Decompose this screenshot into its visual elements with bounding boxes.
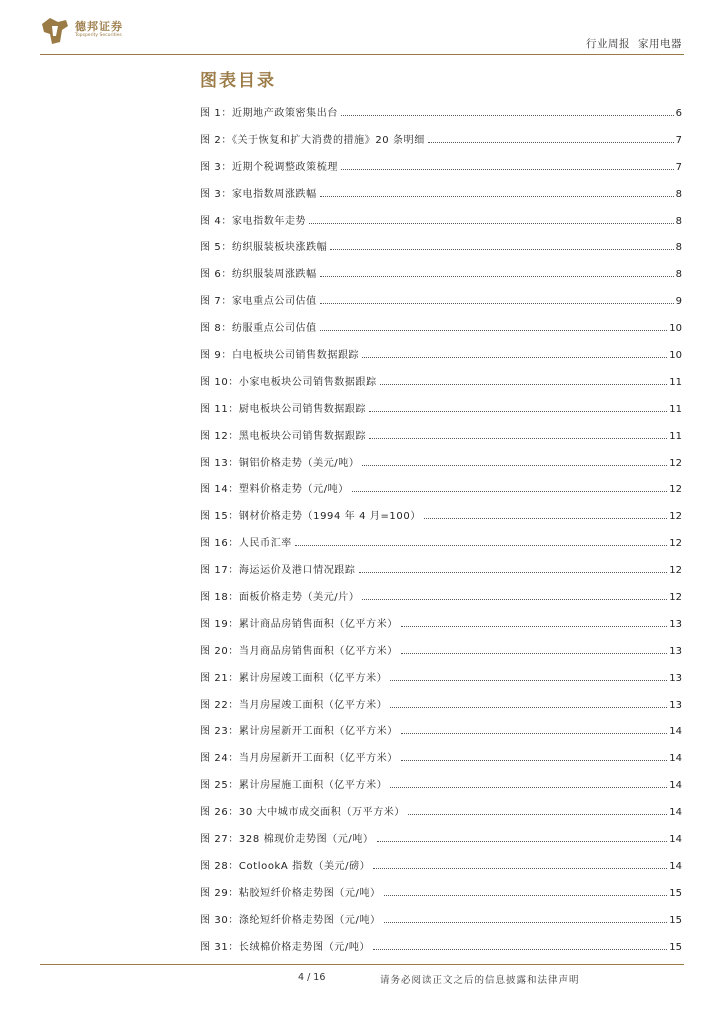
toc-item-label: 图 10：小家电板块公司销售数据跟踪 xyxy=(200,376,377,388)
toc-item[interactable] xyxy=(200,749,682,776)
header-divider xyxy=(40,54,684,55)
toc-item[interactable] xyxy=(200,776,682,803)
toc-item-leader xyxy=(362,598,667,600)
toc-item-leader xyxy=(401,759,667,761)
toc-item-page: 14 xyxy=(669,726,682,738)
toc-item-leader xyxy=(341,114,674,116)
toc-item-label: 图 31：长绒棉价格走势图（元/吨） xyxy=(200,941,371,953)
toc-item-leader xyxy=(320,195,674,197)
toc-item-label: 图 17：海运运价及港口情况跟踪 xyxy=(200,565,356,577)
toc-item-label: 图 27：328 棉现价走势图（元/吨） xyxy=(200,834,374,846)
toc-item-label: 图 16：人民币汇率 xyxy=(200,538,292,550)
toc-item-leader xyxy=(359,571,668,573)
toc-item-leader xyxy=(390,679,667,681)
toc-item-label: 图 28：CotlookA 指数（美元/磅） xyxy=(200,860,371,872)
toc-item-label: 图 22：当月房屋竣工面积（亿平方米） xyxy=(200,699,388,711)
toc-item-page: 7 xyxy=(675,161,682,173)
company-name-en: Topsperity Securities xyxy=(75,33,122,38)
toc-item-leader xyxy=(352,490,667,492)
toc-item[interactable] xyxy=(200,830,682,857)
toc-item[interactable] xyxy=(200,884,682,911)
toc-item-leader xyxy=(390,786,667,788)
toc-item-page: 7 xyxy=(675,134,682,146)
toc-item[interactable] xyxy=(200,265,682,292)
toc-item-label: 图 4：家电指数年走势 xyxy=(200,215,307,227)
toc-item-leader xyxy=(408,813,667,815)
toc-item-leader xyxy=(320,275,674,277)
report-category: 家用电器 xyxy=(638,38,682,50)
toc-item-label: 图 23：累计房屋新开工面积（亿平方米） xyxy=(200,726,398,738)
toc-item[interactable] xyxy=(200,292,682,319)
toc-item-leader xyxy=(330,248,673,250)
toc-item[interactable] xyxy=(200,561,682,588)
toc-item-label: 图 21：累计房屋竣工面积（亿平方米） xyxy=(200,672,388,684)
toc-item-page: 8 xyxy=(675,188,682,200)
toc-item[interactable] xyxy=(200,319,682,346)
toc-item-page: 8 xyxy=(675,269,682,281)
toc-item-page: 14 xyxy=(669,753,682,765)
toc-item[interactable] xyxy=(200,722,682,749)
legal-disclaimer: 请务必阅读正文之后的信息披露和法律声明 xyxy=(380,975,580,986)
toc-item-label: 图 6：纺织服装周涨跌幅 xyxy=(200,269,317,281)
toc-item[interactable] xyxy=(200,158,682,185)
toc-item[interactable] xyxy=(200,911,682,938)
toc-item[interactable] xyxy=(200,803,682,830)
toc-item-leader xyxy=(384,894,668,896)
toc-item-page: 10 xyxy=(669,323,682,335)
toc-item-label: 图 18：面板价格走势（美元/片） xyxy=(200,592,360,604)
toc-item-leader xyxy=(380,383,668,385)
toc-item[interactable] xyxy=(200,427,682,454)
toc-item-leader xyxy=(320,329,668,331)
footer-divider xyxy=(40,964,684,965)
toc-item-label: 图 12：黑电板块公司销售数据跟踪 xyxy=(200,430,367,442)
toc-item-leader xyxy=(390,706,667,708)
toc-item-page: 9 xyxy=(675,296,682,308)
toc-item[interactable] xyxy=(200,212,682,239)
toc-item[interactable] xyxy=(200,857,682,884)
toc-title: 图表目录 xyxy=(200,71,276,91)
toc-item-page: 10 xyxy=(669,350,682,362)
toc-item[interactable] xyxy=(200,480,682,507)
toc-item-page: 14 xyxy=(669,834,682,846)
toc-item-label: 图 5：纺织服装板块涨跌幅 xyxy=(200,242,328,254)
toc-item-label: 图 19：累计商品房销售面积（亿平方米） xyxy=(200,618,398,630)
toc-item[interactable] xyxy=(200,938,682,965)
toc-item-page: 12 xyxy=(669,538,682,550)
toc-item-page: 13 xyxy=(669,672,682,684)
toc-item-leader xyxy=(369,437,667,439)
toc-item[interactable] xyxy=(200,615,682,642)
toc-item-leader xyxy=(362,356,667,358)
toc-item[interactable] xyxy=(200,400,682,427)
toc-item[interactable] xyxy=(200,534,682,561)
company-name-cn: 德邦证券 xyxy=(75,20,123,33)
toc-item-label: 图 11：厨电板块公司销售数据跟踪 xyxy=(200,403,367,415)
toc-item-page: 15 xyxy=(669,941,682,953)
toc-item-page: 11 xyxy=(669,430,682,442)
toc-item-label: 图 30：涤纶短纤价格走势图（元/吨） xyxy=(200,914,381,926)
toc-item-label: 图 9：白电板块公司销售数据跟踪 xyxy=(200,350,360,362)
toc-item-page: 13 xyxy=(669,618,682,630)
report-header xyxy=(586,36,682,51)
toc-item-label: 图 15：钢材价格走势（1994 年 4 月=100） xyxy=(200,511,421,523)
toc-item-leader xyxy=(373,948,667,950)
toc-item-page: 14 xyxy=(669,860,682,872)
toc-item-page: 6 xyxy=(675,108,682,119)
toc-item-label: 图 26：30 大中城市成交面积（万平方米） xyxy=(200,807,406,819)
toc-item-page: 12 xyxy=(669,565,682,577)
toc-item-leader xyxy=(369,410,667,412)
toc-item-page: 11 xyxy=(669,376,682,388)
toc-item[interactable] xyxy=(200,373,682,400)
toc-item-leader xyxy=(428,141,674,143)
toc-item[interactable] xyxy=(200,346,682,373)
toc-item-page: 12 xyxy=(669,511,682,523)
toc-item-leader xyxy=(401,625,667,627)
toc-item-leader xyxy=(377,840,668,842)
toc-item-label: 图 14：塑料价格走势（元/吨） xyxy=(200,484,349,496)
toc-item[interactable] xyxy=(200,185,682,212)
toc-item-page: 12 xyxy=(669,457,682,469)
page-number: 4 / 16 xyxy=(298,972,326,983)
toc-item-leader xyxy=(401,652,667,654)
toc-item-page: 12 xyxy=(669,484,682,496)
toc-item-label: 图 2：《关于恢复和扩大消费的措施》20 条明细 xyxy=(200,134,425,146)
toc-item[interactable] xyxy=(200,104,682,131)
toc-item-leader xyxy=(373,867,667,869)
toc-item-page: 14 xyxy=(669,807,682,819)
toc-item[interactable] xyxy=(200,238,682,265)
toc-item-label: 图 3：近期个税调整政策梳理 xyxy=(200,161,338,173)
toc-item-leader xyxy=(362,464,667,466)
toc-list xyxy=(200,104,682,965)
toc-item-label: 图 3：家电指数周涨跌幅 xyxy=(200,188,317,200)
toc-item-label: 图 29：粘胶短纤价格走势图（元/吨） xyxy=(200,887,381,899)
toc-item[interactable] xyxy=(200,507,682,534)
toc-item[interactable] xyxy=(200,696,682,723)
toc-item-label: 图 20：当月商品房销售面积（亿平方米） xyxy=(200,645,398,657)
toc-item-page: 11 xyxy=(669,403,682,415)
toc-item-page: 12 xyxy=(669,592,682,604)
toc-item-leader xyxy=(341,168,674,170)
toc-item-page: 13 xyxy=(669,699,682,711)
toc-item-label: 图 8：纺服重点公司估值 xyxy=(200,323,317,335)
toc-item[interactable] xyxy=(200,588,682,615)
toc-item-page: 14 xyxy=(669,780,682,792)
toc-item[interactable] xyxy=(200,454,682,481)
toc-item-page: 15 xyxy=(669,914,682,926)
toc-item-leader xyxy=(424,517,667,519)
toc-item-leader xyxy=(384,921,668,923)
toc-item-page: 8 xyxy=(675,215,682,227)
toc-item[interactable] xyxy=(200,669,682,696)
toc-item-page: 8 xyxy=(675,242,682,254)
toc-item[interactable] xyxy=(200,131,682,158)
toc-item-page: 15 xyxy=(669,887,682,899)
toc-item-label: 图 1：近期地产政策密集出台 xyxy=(200,108,338,119)
company-logo-icon xyxy=(40,16,70,46)
toc-item-leader xyxy=(309,222,673,224)
toc-item-leader xyxy=(295,544,667,546)
toc-item-label: 图 13：铜铝价格走势（美元/吨） xyxy=(200,457,360,469)
company-logo xyxy=(40,16,160,50)
toc-item-label: 图 25：累计房屋施工面积（亿平方米） xyxy=(200,780,388,792)
toc-item-page: 13 xyxy=(669,645,682,657)
toc-item-leader xyxy=(320,302,674,304)
toc-item-leader xyxy=(401,732,667,734)
toc-item-label: 图 7：家电重点公司估值 xyxy=(200,296,317,308)
report-type: 行业周报 xyxy=(586,38,630,50)
toc-item-label: 图 24：当月房屋新开工面积（亿平方米） xyxy=(200,753,398,765)
toc-item[interactable] xyxy=(200,642,682,669)
